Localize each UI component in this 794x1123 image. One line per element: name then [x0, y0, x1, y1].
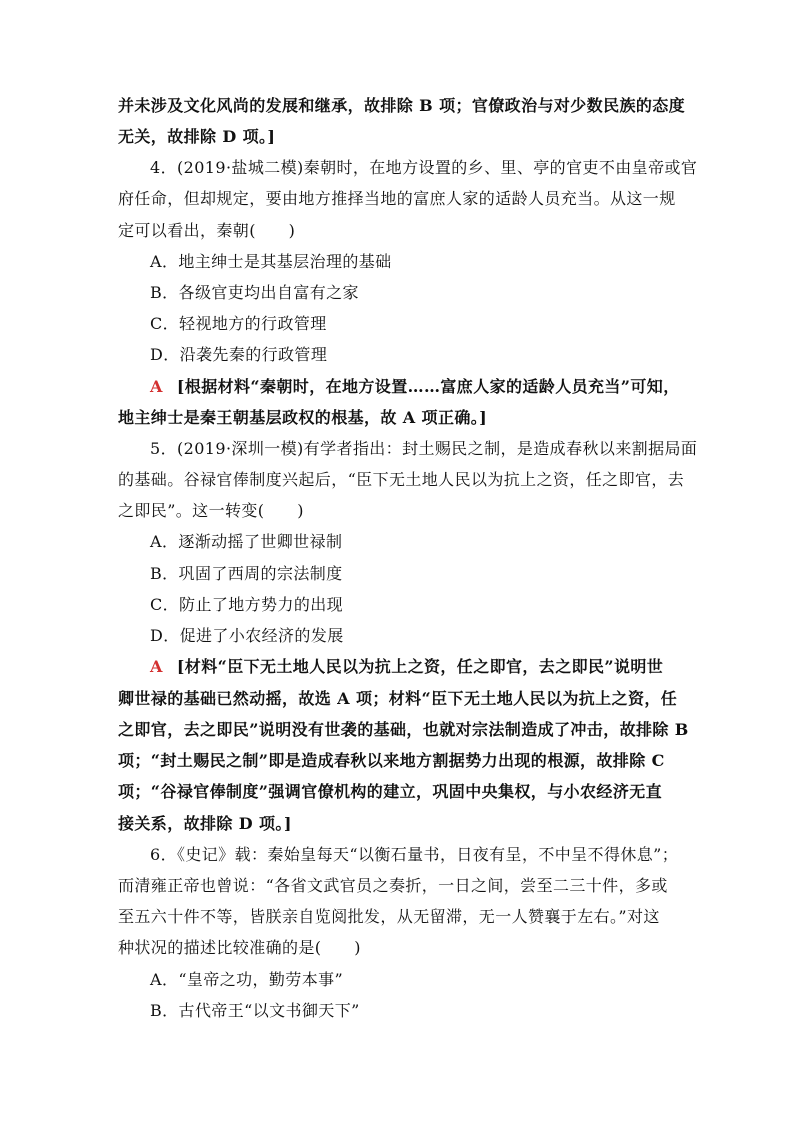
q4-explanation-line-2: 地主绅士是秦王朝基层政权的根基，故 A 项正确。]	[118, 408, 488, 427]
q5-explanation-line-3: 之即官，去之即民”说明没有世袭的基础，也就对宗法制造成了冲击，故排除 B	[118, 720, 689, 739]
q5-explanation-line-1	[150, 656, 710, 678]
q4-option-a: A．地主绅士是其基层治理的基础	[150, 252, 392, 271]
q4-option-b: B．各级官吏均出自富有之家	[150, 283, 359, 302]
q4-option-d: D．沿袭先秦的行政管理	[150, 345, 328, 364]
q5-option-b: B．巩固了西周的宗法制度	[150, 564, 343, 583]
q6-stem-line-3: 至五六十件不等，皆朕亲自览阅批发，从无留滞，无一人赞襄于左右。”对这	[118, 907, 660, 926]
q5-explanation-line-2: 卿世禄的基础已然动摇，故选 A 项；材料“臣下无土地人民以为抗上之资，任	[118, 689, 678, 708]
q4-answer: A	[150, 377, 163, 396]
q4-explanation-line-1	[150, 376, 710, 398]
q5-explanation-line-5: 项；“谷禄官俸制度”强调官僚机构的建立，巩固中央集权，与小农经济无直	[118, 782, 663, 801]
q5-explanation-line-4: 项；“封土赐民之制”即是造成春秋以来地方割据势力出现的根源，故排除 C	[118, 751, 665, 770]
q6-stem-line-1: 6．《史记》载：秦始皇每天“以衡石量书，日夜有呈，不中呈不得休息”；	[150, 845, 679, 864]
q5-option-a: A．逐渐动摇了世卿世禄制	[150, 532, 343, 551]
q5-option-d: D．促进了小农经济的发展	[150, 626, 344, 645]
q5-explanation-line-6: 接关系，故排除 D 项。]	[118, 814, 292, 833]
q4-stem-line-3: 定可以看出，秦朝( )	[118, 221, 296, 240]
prev-explanation-line-1: 并未涉及文化风尚的发展和继承，故排除 B 项；官僚政治与对少数民族的态度	[118, 96, 686, 115]
q4-stem-line-2: 府任命，但却规定，要由地方推择当地的富庶人家的适龄人员充当。从这一规	[118, 189, 676, 208]
q6-stem-line-4: 种状况的描述比较准确的是( )	[118, 938, 361, 957]
q6-option-b: B．古代帝王“以文书御天下”	[150, 1001, 360, 1020]
q4-option-c: C．轻视地方的行政管理	[150, 314, 327, 333]
q6-option-a: A．“皇帝之功，勤劳本事”	[150, 970, 344, 989]
q5-stem-line-3: 之即民”。这一转变( )	[118, 501, 304, 520]
prev-explanation-line-2: 无关，故排除 D 项。]	[118, 127, 276, 146]
q5-option-c: C．防止了地方势力的出现	[150, 595, 344, 614]
q5-stem-line-1: 5．(2019·深圳一模)有学者指出：封土赐民之制，是造成春秋以来割据局面	[150, 439, 698, 458]
q5-explanation-text-1: [材料“臣下无土地人民以为抗上之资，任之即官，去之即民”说明世	[176, 657, 664, 676]
q5-answer: A	[150, 657, 163, 676]
q4-explanation-text-1: [根据材料“秦朝时，在地方设置……富庶人家的适龄人员充当”可知，	[176, 377, 680, 396]
q5-stem-line-2: 的基础。谷禄官俸制度兴起后，“臣下无土地人民以为抗上之资，任之即官，去	[118, 470, 685, 489]
q6-stem-line-2: 而清雍正帝也曾说：“各省文武官员之奏折，一日之间，尝至二三十件，多或	[118, 876, 668, 895]
q4-stem-line-1: 4．(2019·盐城二模)秦朝时，在地方设置的乡、里、亭的官吏不由皇帝或官	[150, 158, 698, 177]
